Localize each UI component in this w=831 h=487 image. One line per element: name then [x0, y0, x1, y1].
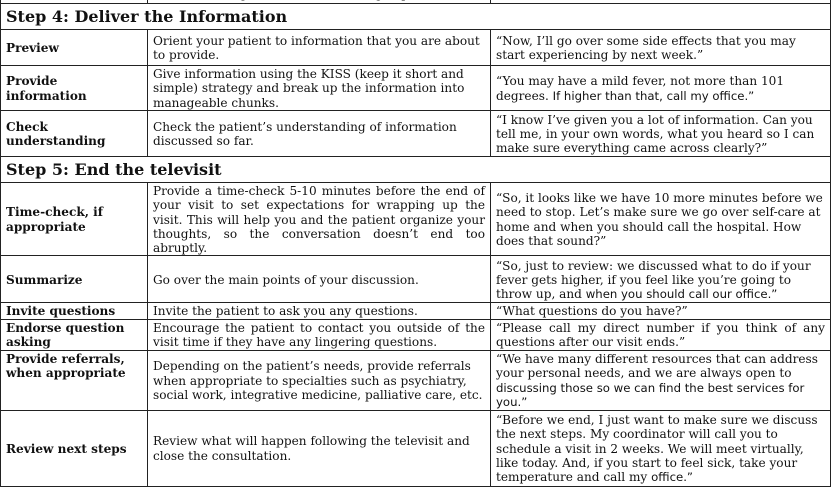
stage-label: Endorse question asking	[1, 319, 148, 350]
stage-description: Review what will happen following the televisit and close the consultation.	[148, 410, 491, 486]
stage-example: “So, just to review: we discussed what to do if your fever gets higher, if you feel like you’re going to throw up, and when you should call our office.”	[491, 256, 831, 303]
table-row	[1, 410, 831, 486]
stage-description: Invite the patient to ask you any questions.	[148, 303, 491, 319]
stage-description: Provide a time-check 5-10 minutes before the end of your visit to set expectations for wrapping up the visit. This will help you and the patient organize your thoughts, so the conversation doesn’t end too abruptly.	[148, 183, 491, 256]
stage-label: Check understanding	[1, 111, 148, 157]
stage-label: Summarize	[1, 256, 148, 303]
step4-header-row	[1, 4, 831, 30]
stage-example: “Before we end, I just want to make sure we discuss the next steps. My coordinator will call you to schedule a visit in 2 weeks. We will meet virtually, like today. And, if you start to feel sick, take your temperature and call my office.”	[491, 410, 831, 486]
stage-example: “We have many different resources that can address your personal needs, and we are always open to discussing those so we can find the best services for you.”	[491, 350, 831, 410]
stage-label: Invite questions	[1, 303, 148, 319]
stage-example: “What questions do you have?”	[491, 303, 831, 319]
stage-description: Orient your patient to information that you are about to provide.	[148, 30, 491, 66]
stage-description: Check the patient’s understanding of information discussed so far.	[148, 111, 491, 157]
table-row	[1, 303, 831, 319]
table-row	[1, 319, 831, 350]
stage-label: Preview	[1, 30, 148, 66]
table-row	[1, 111, 831, 157]
stage-example: “Now, I’ll go over some side effects that you may start experiencing by next week.”	[491, 30, 831, 66]
stage-description: Go over the main points of your discussion.	[148, 256, 491, 303]
step5-header-row	[1, 157, 831, 183]
highlighted-text: when you should call our office.”	[585, 287, 778, 302]
stage-label: Provide referrals, when appropriate	[1, 350, 148, 410]
highlighted-text: office.”	[651, 470, 693, 485]
stage-example: “Please call my direct number if you think of any questions after our visit ends.”	[491, 319, 831, 350]
stage-description: Encourage the patient to contact you outside of the visit time if they have any lingering questions.	[148, 319, 491, 350]
stage-description: Depending on the patient’s needs, provide referrals when appropriate to specialties such as psychiatry, social work, integrative medicine, palliative care, etc.	[148, 350, 491, 410]
highlighted-text: discussing those so we can find the best services for you.”	[496, 380, 805, 410]
stage-example: “So, it looks like we have 10 more minutes before we need to stop. Let’s make sure we go over self-care at home and when you should call the hospital. How does that sound?”	[491, 183, 831, 256]
highlighted-text: If higher than that, call my office.”	[552, 88, 755, 103]
stage-description: Give information using the KISS (keep it short and simple) strategy and break up the information into manageable chunks.	[148, 66, 491, 111]
table-row	[1, 256, 831, 303]
step4-title: Step 4: Deliver the Information	[1, 4, 831, 30]
table-row	[1, 350, 831, 410]
table-row	[1, 30, 831, 66]
stage-example: “I know I’ve given you a lot of information. Can you tell me, in your own words, what you heard so I can make sure everything came across clearly?”	[491, 111, 831, 157]
table-row	[1, 66, 831, 111]
stage-example: “You may have a mild fever, not more than 101 degrees. If higher than that, call my office.”	[491, 66, 831, 111]
truncated-text	[153, 0, 454, 1]
stage-label: Provide information	[1, 66, 148, 111]
stage-label: Review next steps	[1, 410, 148, 486]
table-row	[1, 183, 831, 256]
stage-label: Time-check, if appropriate	[1, 183, 148, 256]
step5-title: Step 5: End the televisit	[1, 157, 831, 183]
